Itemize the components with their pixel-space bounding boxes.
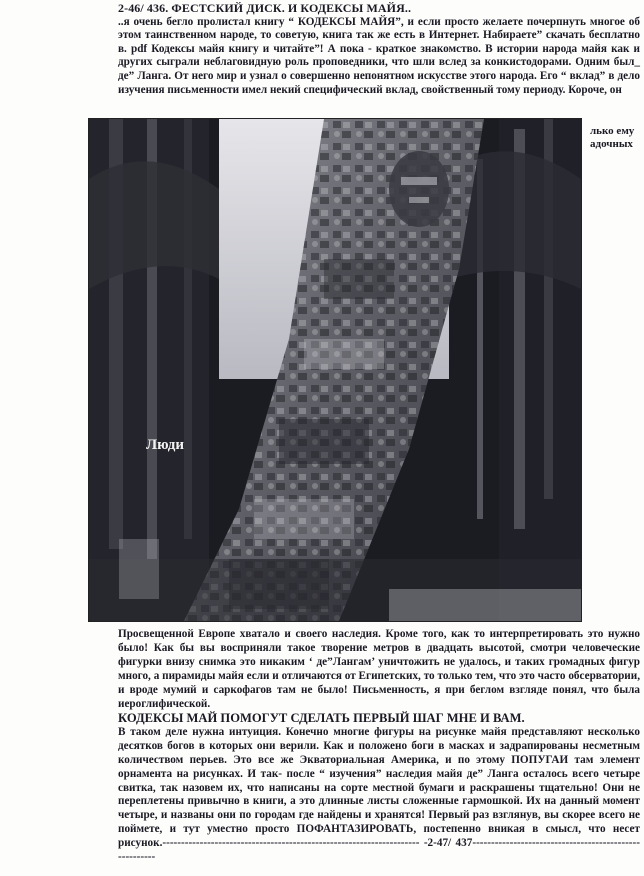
- intro-section: [118, 2, 640, 97]
- overflow-text-2: адочных: [590, 138, 633, 150]
- intro-paragraph: ..я очень бегло пролистал книгу “ КОДЕКСЫ МАЙЯ”, и если просто желаете почерпнуть многое об этом таинственном народе, то советую, книга так же есть в Интернет. Набираете” скачать бесплатно в. pdf Кодексы майя книгу и читайте”! А пока - краткое знакомство. В истории народа майя как и других сыграли неблаговидную роль проповедники, что шли вслед за конкистодорами. Одним был_ де” Ланга. От него мир и узнал о совершенно непонятном искусстве этого народа. Его “ вклад” в дело изучения письменности имел некий специфический вклад, свойственный тому периоду. Короче, он: [118, 15, 640, 96]
- photo-caption: Люди: [146, 437, 185, 453]
- body-paragraph-2-text: В таком деле нужна интуиция. Конечно многие фигуры на рисунке майя представляют несколько десятков богов в которых они верили. Как и положено боги в масках и задрапированы несметным количеством перьев. Это все же Экваториальная Америка, и по этому ПОПУГАИ там элемент орнамента на рисунках. И так- после “ изучения” наследия майя де” Ланга осталось всего четыре свитка, так назовем их, что написаны на сорте местной бумаги и раскрашены тщательно! Они не переплетены привычно в книги, а это длинные листы сложенные гармошкой. Их на данный момент четыре, и названы они по городам где найдены и хранятся! Первый раз взглянув, вы скорее всего не поймете, и тут уместно просто ПОФАНТАЗИРОВАТЬ, постепенно вникая в смысл, что несет рисунок.: [118, 725, 640, 850]
- body-paragraph-2: [118, 726, 640, 865]
- body-paragraph-1: Просвещенной Европе хватало и своего наследия. Кроме того, как то интерпретировать это нужно было! Как бы вы восприняли такое творение метров в двадцать высотой, смотри человеческие фигурки внизу снимка это никаким ‘ де”Лангам’ уничтожить не удалось, и таких громадных фигур много, а пирамиды майя если и отличаются от Египетских, то только тем, что это часто обсерватории, и вроде мумий и саркофагов там не было! Письменность, я при беглом взгляде понял, что была иероглифической.: [118, 628, 640, 710]
- body-section: [118, 628, 640, 865]
- document-heading: 2-46/ 436. ФЕСТСКИЙ ДИСК. И КОДЕКСЫ МАЙЯ..: [118, 1, 412, 15]
- section-subheading: КОДЕКСЫ МАЙ ПОМОГУТ СДЕЛАТЬ ПЕРВЫЙ ШАГ МНЕ И ВАМ.: [118, 711, 525, 726]
- stela-photograph: [88, 118, 582, 622]
- stela-photo-image: [89, 119, 581, 621]
- overflow-text-1: лько ему: [590, 125, 635, 137]
- page-number-footer: --------------------------------------------------------------------- -2-47/ 437-------------------------------------------------------: [118, 837, 640, 864]
